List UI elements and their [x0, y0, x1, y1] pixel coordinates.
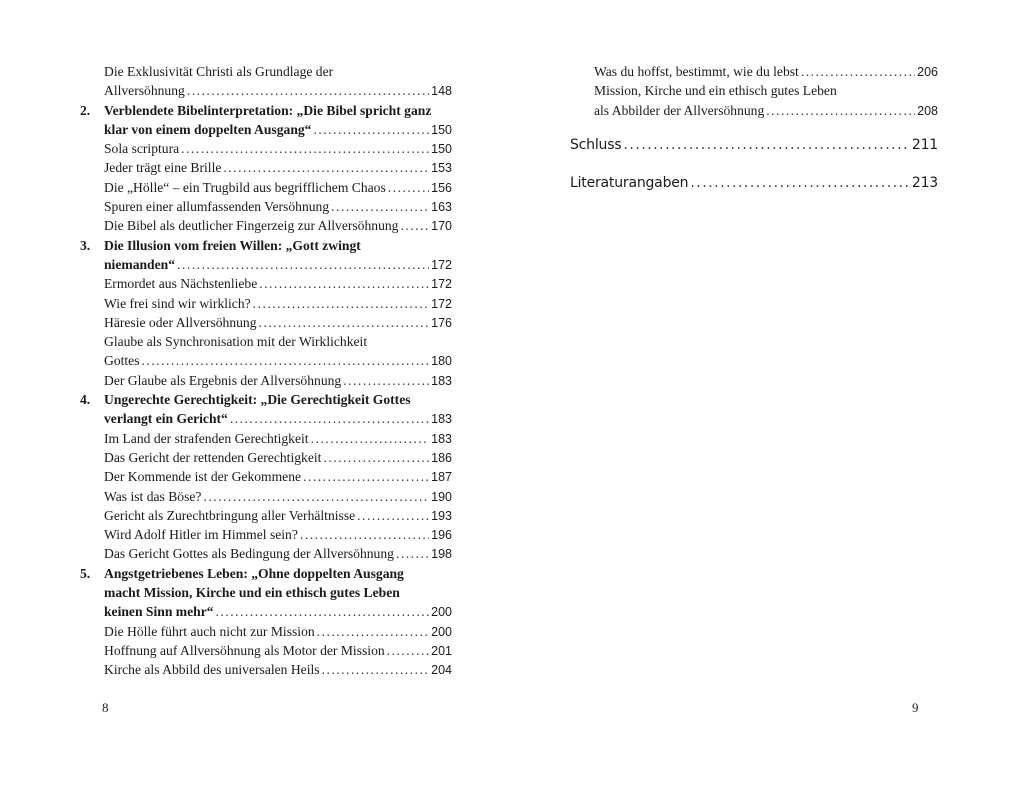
toc-entry	[80, 564, 452, 583]
toc-entry-page: 172	[431, 277, 452, 292]
toc-right	[570, 62, 938, 202]
toc-entry-title: klar von einem doppelten Ausgang“	[104, 121, 312, 137]
toc-entry	[80, 487, 452, 506]
dot-leader	[303, 467, 429, 486]
toc-entry	[80, 583, 452, 602]
toc-entry	[80, 178, 452, 197]
toc-entry-title: Sola scriptura	[104, 141, 180, 157]
toc-entry-page: 172	[431, 257, 452, 272]
toc-entry	[80, 197, 452, 216]
toc-entry-page: 172	[431, 296, 452, 311]
toc-entry-title: Die Exklusivität Christi als Grundlage der	[104, 64, 334, 79]
dot-leader	[400, 216, 429, 235]
toc-entry-page: 150	[431, 122, 452, 137]
dot-leader	[259, 274, 429, 293]
toc-entry-title: macht Mission, Kirche und ein ethisch gutes Leben	[104, 585, 400, 601]
toc-entry	[80, 641, 452, 660]
dot-leader	[623, 126, 909, 164]
toc-entry-title: Die Hölle führt auch nicht zur Mission	[104, 623, 315, 639]
toc-entry-title: Die Bibel als deutlicher Fingerzeig zur Allversöhnung	[104, 218, 399, 234]
toc-entry-title: Im Land der strafenden Gerechtigkeit	[104, 430, 309, 446]
toc-entry-title: Glaube als Synchronisation mit der Wirklichkeit	[104, 334, 368, 350]
toc-entry	[80, 506, 452, 525]
toc-entry	[80, 274, 452, 293]
toc-entry-page: 153	[431, 161, 452, 176]
dot-leader	[690, 164, 910, 202]
toc-entry-page: 211	[911, 136, 938, 153]
toc-entry-title: niemanden“	[104, 256, 176, 272]
right-page	[510, 0, 1020, 812]
chapter-number: 2.	[80, 102, 91, 118]
chapter-number: 3.	[80, 237, 91, 253]
dot-leader	[396, 544, 429, 563]
toc-entry-title: keinen Sinn mehr“	[104, 604, 214, 620]
toc-left	[80, 62, 452, 680]
toc-entry-page: 198	[431, 547, 452, 562]
toc-section-entry	[570, 164, 938, 202]
toc-entry-title: Was ist das Böse?	[104, 488, 202, 504]
toc-entry	[80, 409, 452, 428]
dot-leader	[343, 371, 429, 390]
dot-leader	[311, 429, 430, 448]
toc-entry-page: 176	[431, 315, 452, 330]
toc-entry	[80, 390, 452, 409]
toc-entry	[80, 448, 452, 467]
dot-leader	[313, 120, 429, 139]
dot-leader	[203, 487, 429, 506]
page-number-right: 9	[912, 700, 919, 715]
toc-entry-title: Angstgetriebenes Leben: „Ohne doppelten Ausgang	[104, 565, 404, 581]
toc-entry-title: Mission, Kirche und ein ethisch gutes Leben	[594, 83, 837, 99]
toc-section-entry	[570, 126, 938, 164]
toc-entry	[80, 332, 452, 351]
dot-leader	[317, 622, 429, 641]
toc-entry	[80, 467, 452, 486]
toc-entry-title: Der Kommende ist der Gekommene	[104, 469, 302, 485]
toc-entry-title: Kirche als Abbild des universalen Heils	[104, 662, 320, 678]
toc-entry-title: verlangt ein Gericht“	[104, 411, 228, 427]
toc-entry-title: Gottes	[104, 353, 140, 369]
toc-entry-page: 204	[431, 663, 452, 678]
toc-entry-page: 187	[431, 470, 452, 485]
toc-entry-page: 186	[431, 450, 452, 465]
toc-entry	[80, 660, 452, 679]
toc-entry-title: Was du hoffst, bestimmt, wie du lebst	[594, 64, 799, 79]
toc-entry	[80, 351, 452, 370]
dot-leader	[801, 62, 915, 81]
dot-leader	[357, 506, 429, 525]
dot-leader	[181, 139, 429, 158]
toc-entry-title: Literaturangaben	[570, 174, 689, 191]
toc-entry-title: Die „Hölle“ – ein Trugbild aus begrifflichem Chaos	[104, 179, 386, 195]
dot-leader	[387, 641, 429, 660]
toc-entry	[80, 294, 452, 313]
toc-entry	[570, 101, 938, 120]
toc-entry-page: 196	[431, 528, 452, 543]
dot-leader	[322, 660, 430, 679]
dot-leader	[187, 81, 429, 100]
toc-entry-page: 200	[431, 605, 452, 620]
toc-entry-page: 170	[431, 219, 452, 234]
toc-entry	[80, 602, 452, 621]
toc-entry-title: Der Glaube als Ergebnis der Allversöhnung	[104, 372, 342, 388]
toc-entry-title: Die Illusion vom freien Willen: „Gott zwingt	[104, 237, 361, 253]
dot-leader	[177, 255, 429, 274]
toc-entry-page: 213	[911, 174, 938, 191]
toc-entry-title: Ungerechte Gerechtigkeit: „Die Gerechtigkeit Gottes	[104, 392, 411, 408]
toc-entry-title: Wie frei sind wir wirklich?	[104, 295, 251, 311]
toc-entry-title: als Abbilder der Allversöhnung	[594, 102, 765, 118]
toc-entry-title: Das Gericht Gottes als Bedingung der Allversöhnung	[104, 546, 394, 562]
toc-entry	[80, 158, 452, 177]
toc-entry-title: Verblendete Bibelinterpretation: „Die Bibel spricht ganz	[104, 102, 432, 118]
toc-entry-title: Das Gericht der rettenden Gerechtigkeit	[104, 449, 322, 465]
toc-entry-page: 208	[917, 103, 938, 118]
toc-entry-page: 206	[917, 65, 938, 79]
toc-entry-title: Schluss	[570, 136, 622, 153]
chapter-number: 5.	[80, 565, 91, 581]
toc-entry-title: Spuren einer allumfassenden Versöhnung	[104, 199, 330, 215]
dot-leader	[230, 409, 429, 428]
toc-entry-page: 183	[431, 431, 452, 446]
toc-entry	[80, 81, 452, 100]
dot-leader	[223, 158, 429, 177]
toc-entry	[80, 255, 452, 274]
toc-entry	[80, 544, 452, 563]
toc-entry-page: 163	[431, 200, 452, 215]
toc-entry-title: Häresie oder Allversöhnung	[104, 314, 257, 330]
toc-entry-title: Hoffnung auf Allversöhnung als Motor der Mission	[104, 642, 385, 658]
toc-entry-page: 148	[431, 84, 452, 99]
toc-entry	[80, 371, 452, 390]
dot-leader	[142, 351, 430, 370]
toc-entry	[80, 236, 452, 255]
toc-entry	[80, 139, 452, 158]
toc-entry-title: Ermordet aus Nächstenliebe	[104, 276, 258, 292]
toc-entry-title: Jeder trägt eine Brille	[104, 160, 222, 176]
dot-leader	[766, 101, 915, 120]
dot-leader	[253, 294, 429, 313]
toc-entry-page: 156	[431, 180, 452, 195]
toc-entry-page: 150	[431, 142, 452, 157]
toc-entry	[80, 101, 452, 120]
toc-entry	[80, 525, 452, 544]
toc-entry	[570, 81, 938, 100]
toc-entry	[80, 622, 452, 641]
chapter-number: 4.	[80, 392, 91, 408]
toc-entry-page: 190	[431, 489, 452, 504]
toc-entry-page: 193	[431, 508, 452, 523]
dot-leader	[323, 448, 429, 467]
toc-entry	[570, 62, 938, 81]
page-number-left: 8	[102, 700, 109, 715]
toc-entry-page: 200	[431, 624, 452, 639]
toc-entry	[80, 120, 452, 139]
toc-entry	[80, 62, 452, 81]
toc-entry-title: Allversöhnung	[104, 83, 185, 99]
toc-entry-title: Wird Adolf Hitler im Himmel sein?	[104, 527, 298, 543]
dot-leader	[259, 313, 430, 332]
toc-entry	[80, 429, 452, 448]
dot-leader	[216, 602, 430, 621]
toc-entry	[80, 216, 452, 235]
toc-entry-title: Gericht als Zurechtbringung aller Verhältnisse	[104, 507, 356, 523]
toc-entry-page: 201	[431, 643, 452, 658]
dot-leader	[331, 197, 429, 216]
toc-entry-page: 183	[431, 412, 452, 427]
toc-entry-page: 180	[431, 354, 452, 369]
dot-leader	[300, 525, 429, 544]
dot-leader	[388, 178, 429, 197]
toc-entry	[80, 313, 452, 332]
toc-entry-page: 183	[431, 373, 452, 388]
